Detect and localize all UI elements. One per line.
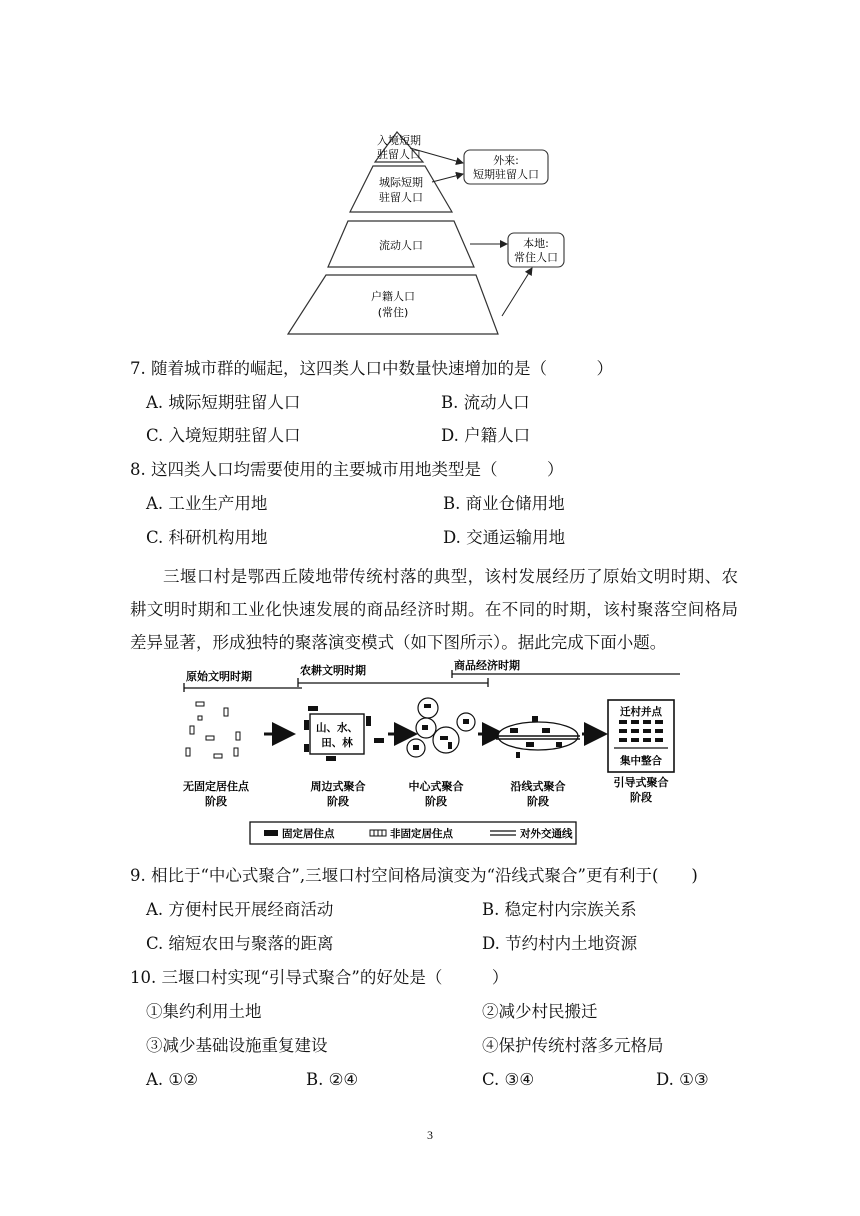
pyramid-label-entry-2: 驻留人口 <box>377 148 421 161</box>
question-7-option-c[interactable]: C. 入境短期驻留人口 <box>146 426 301 445</box>
stage-1-label: 无固定居住点 <box>183 780 249 793</box>
stage-2-label: 周边式聚合 <box>310 780 366 793</box>
page-number: 3 <box>427 1128 433 1142</box>
diagram-legend <box>250 822 576 844</box>
stage-1-scattered-points <box>186 702 240 758</box>
question-7-option-d[interactable]: D. 户籍人口 <box>441 426 531 445</box>
pyramid-label-intercity-1: 城际短期 <box>379 176 423 189</box>
period-agricultural: 农耕文明时期 <box>300 664 366 677</box>
arrow-intercity-to-foreign <box>432 174 463 182</box>
question-10-item-3: ③减少基础设施重复建设 <box>146 1036 328 1055</box>
center-box-line-2: 田、林 <box>321 737 353 749</box>
stage-4-label: 沿线式聚合 <box>510 780 566 793</box>
legend-fixed: 固定居住点 <box>282 828 335 840</box>
question-10-item-1: ①集约利用土地 <box>146 1002 262 1021</box>
stage-4-linear <box>496 716 580 758</box>
question-10-option-b[interactable]: B. ②④ <box>306 1070 359 1089</box>
question-8-option-c[interactable]: C. 科研机构用地 <box>146 528 268 547</box>
question-10-option-a[interactable]: A. ①② <box>146 1070 198 1089</box>
pyramid-label-floating: 流动人口 <box>379 239 423 252</box>
question-9-option-a[interactable]: A. 方便村民开展经商活动 <box>146 900 334 919</box>
period-commodity: 商品经济时期 <box>454 659 520 672</box>
pyramid-label-registered: 户籍人口 <box>371 290 415 303</box>
pyramid-level-4 <box>288 275 498 334</box>
stage-2-peripheral <box>304 706 384 761</box>
settlement-evolution-diagram <box>176 656 686 848</box>
stage-3-label: 中心式聚合 <box>408 780 464 793</box>
box-local-line-1: 本地: <box>523 237 549 250</box>
question-9-option-b[interactable]: B. 稳定村内宗族关系 <box>482 900 637 919</box>
question-8-stem: 8. 这四类人口均需要使用的主要城市用地类型是（ ） <box>130 460 564 479</box>
pyramid-level-2 <box>350 166 452 212</box>
stage-5-sub: 阶段 <box>630 791 652 804</box>
stage-5-guided <box>608 700 674 772</box>
question-10-option-d[interactable]: D. ①③ <box>656 1070 709 1089</box>
question-9-stem: 9. 相比于“中心式聚合”,三堰口村空间格局演变为“沿线式聚合”更有利于( ) <box>130 866 698 885</box>
arrow-registered-to-local <box>502 268 532 316</box>
question-7-stem: 7. 随着城市群的崛起，这四类人口中数量快速增加的是（ ） <box>130 359 613 378</box>
stage-3-sub: 阶段 <box>425 795 447 808</box>
question-8-option-b[interactable]: B. 商业仓储用地 <box>443 494 565 513</box>
stage-2-sub: 阶段 <box>327 795 349 808</box>
question-7-option-b[interactable]: B. 流动人口 <box>441 393 530 412</box>
question-9-option-c[interactable]: C. 缩短农田与聚落的距离 <box>146 934 334 953</box>
right-box-line-2: 集中整合 <box>620 755 662 767</box>
legend-transport: 对外交通线 <box>520 828 573 840</box>
passage-text: 三堰口村是鄂西丘陵地带传统村落的典型，该村发展经历了原始文明时期、农耕文明时期和工业化快速发展的商品经济时期。在不同的时期，该村聚落空间格局差异显著，形成独特的聚落演变模式（如下图所示）。据此完成下面小题。 <box>130 567 738 652</box>
question-7-option-a[interactable]: A. 城际短期驻留人口 <box>146 393 301 412</box>
box-local-line-2: 常住人口 <box>514 251 558 264</box>
box-foreign-line-2: 短期驻留人口 <box>473 168 539 181</box>
reading-passage <box>130 560 738 659</box>
question-10-stem: 10. 三堰口村实现“引导式聚合”的好处是（ ） <box>130 968 509 987</box>
pyramid-label-resident: (常住) <box>377 306 409 319</box>
question-10-item-4: ④保护传统村落多元格局 <box>482 1036 664 1055</box>
stage-4-sub: 阶段 <box>527 795 549 808</box>
question-10-item-2: ②减少村民搬迁 <box>482 1002 598 1021</box>
pyramid-label-entry-1: 入境短期 <box>377 134 421 147</box>
question-10-option-c[interactable]: C. ③④ <box>482 1070 535 1089</box>
question-9-option-d[interactable]: D. 节约村内土地资源 <box>482 934 638 953</box>
period-primitive: 原始文明时期 <box>186 670 252 683</box>
question-8-option-a[interactable]: A. 工业生产用地 <box>146 494 268 513</box>
question-8-option-d[interactable]: D. 交通运输用地 <box>443 528 566 547</box>
stage-1-sub: 阶段 <box>205 795 227 808</box>
legend-non-fixed: 非固定居住点 <box>390 828 453 840</box>
center-box-line-1: 山、水、 <box>316 722 358 734</box>
right-box-line-1: 迁村并点 <box>620 706 662 718</box>
stage-5-label: 引导式聚合 <box>613 776 669 789</box>
box-foreign-line-1: 外来: <box>493 154 519 167</box>
pyramid-label-intercity-2: 驻留人口 <box>379 191 423 204</box>
stage-3-central <box>407 698 475 757</box>
population-pyramid-figure <box>280 120 580 340</box>
